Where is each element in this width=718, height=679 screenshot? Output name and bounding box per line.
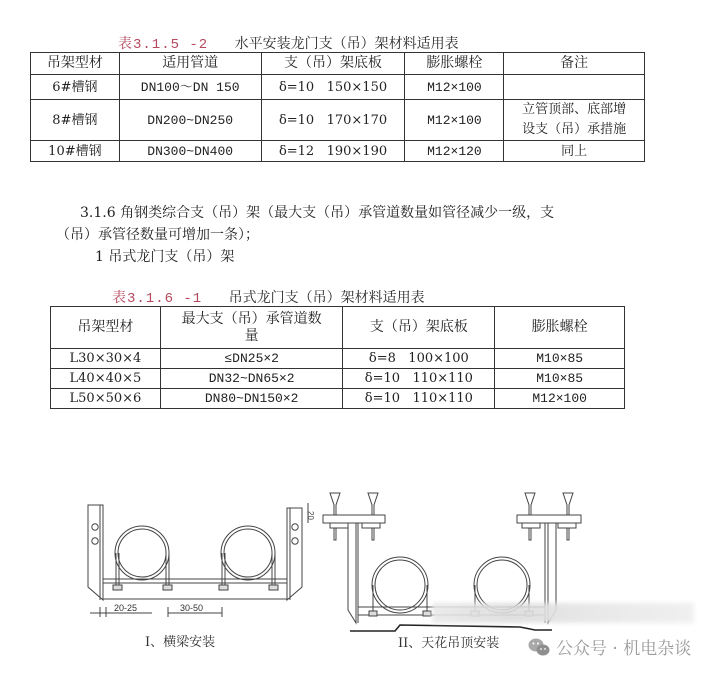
- header-line: 量: [244, 327, 259, 344]
- table-cell: M12×100: [405, 100, 504, 141]
- wechat-icon: [528, 637, 550, 657]
- table-cell: DN100～DN 150: [119, 75, 261, 100]
- table-cell: δ=10 110×110: [343, 369, 495, 389]
- table1-header: 吊架型材: [31, 53, 120, 75]
- blurred-region: [432, 603, 694, 623]
- table2-header: 吊架型材: [51, 307, 161, 349]
- table-cell: L30×30×4: [51, 349, 161, 369]
- note-line: 立管顶部、底部增: [522, 102, 627, 117]
- table-cell: 同上: [504, 141, 645, 162]
- table-row: [31, 100, 645, 141]
- table-cell: L40×40×5: [51, 369, 161, 389]
- table-cell-note: [504, 100, 645, 141]
- dim-edge-label: 20-25: [114, 603, 138, 613]
- table1-caption: [118, 33, 459, 53]
- table-cell: M12×120: [405, 141, 504, 162]
- figure2-label: II、天花吊顶安装: [398, 636, 500, 651]
- table2-caption-title: 吊式龙门支（吊）架材料适用表: [228, 290, 425, 306]
- table-cell: DN32~DN65×2: [160, 369, 343, 389]
- table-cell: δ=8 100×100: [343, 349, 495, 369]
- table1-caption-title: 水平安装龙门支（吊）架材料适用表: [234, 36, 459, 52]
- section-line-1: 3.1.6 角钢类综合支（吊）架（最大支（吊）承管道数量如管径减少一级，支: [80, 205, 555, 221]
- table-cell: 8#槽钢: [31, 100, 120, 141]
- svg-text:20: 20: [306, 511, 315, 520]
- table-cell: DN200~DN250: [119, 100, 261, 141]
- table1-header: 备注: [504, 53, 645, 75]
- table2-header: [160, 307, 343, 349]
- table-cell: δ=10 170×170: [261, 100, 405, 141]
- section-line-3: 1 吊式龙门支（吊）架: [95, 249, 235, 265]
- figure1-label: I、横梁安装: [145, 635, 216, 650]
- table-cell: [504, 75, 645, 100]
- table1: [30, 52, 645, 162]
- table-cell: ≤DN25×2: [160, 349, 343, 369]
- note-line: 设支（吊）承措施: [522, 122, 627, 137]
- table2-caption-number: 表3.1.6 -1: [112, 291, 203, 307]
- dim-gap-label: 30-50: [180, 603, 204, 613]
- table-row: [51, 349, 625, 369]
- table2-caption: [112, 287, 425, 307]
- section-line-2: （吊）承管径数量可增加一条）；: [56, 227, 259, 243]
- table2-header-row: [51, 307, 625, 349]
- table1-header-row: [31, 53, 645, 75]
- table2-header: 支（吊）架底板: [343, 307, 495, 349]
- watermark-text: 公众号 · 机电杂谈: [556, 639, 692, 659]
- table-cell: DN80~DN150×2: [160, 389, 343, 409]
- table2: [50, 306, 625, 409]
- table-cell: δ=10 110×110: [343, 389, 495, 409]
- watermark: [528, 634, 691, 659]
- table-cell: M12×100: [405, 75, 504, 100]
- table-cell: 6#槽钢: [31, 75, 120, 100]
- table-row: [31, 141, 645, 162]
- table-cell: δ=12 190×190: [261, 141, 405, 162]
- table-cell: M10×85: [495, 349, 625, 369]
- table1-caption-number: 表3.1.5 -2: [118, 37, 209, 53]
- table-cell: 10#槽钢: [31, 141, 120, 162]
- table-row: [31, 75, 645, 100]
- table-cell: M10×85: [495, 369, 625, 389]
- table-cell: δ=10 150×150: [261, 75, 405, 100]
- table1-header: 膨胀螺栓: [405, 53, 504, 75]
- table-cell: DN300~DN400: [119, 141, 261, 162]
- figure-beam-installation: [80, 495, 320, 630]
- table-cell: M12×100: [495, 389, 625, 409]
- table1-header: 适用管道: [119, 53, 261, 75]
- table-cell: L50×50×6: [51, 389, 161, 409]
- header-line: 最大支（吊）承管道数: [181, 310, 322, 327]
- table-row: [51, 389, 625, 409]
- table2-header: 膨胀螺栓: [495, 307, 625, 349]
- table1-header: 支（吊）架底板: [261, 53, 405, 75]
- table-row: [51, 369, 625, 389]
